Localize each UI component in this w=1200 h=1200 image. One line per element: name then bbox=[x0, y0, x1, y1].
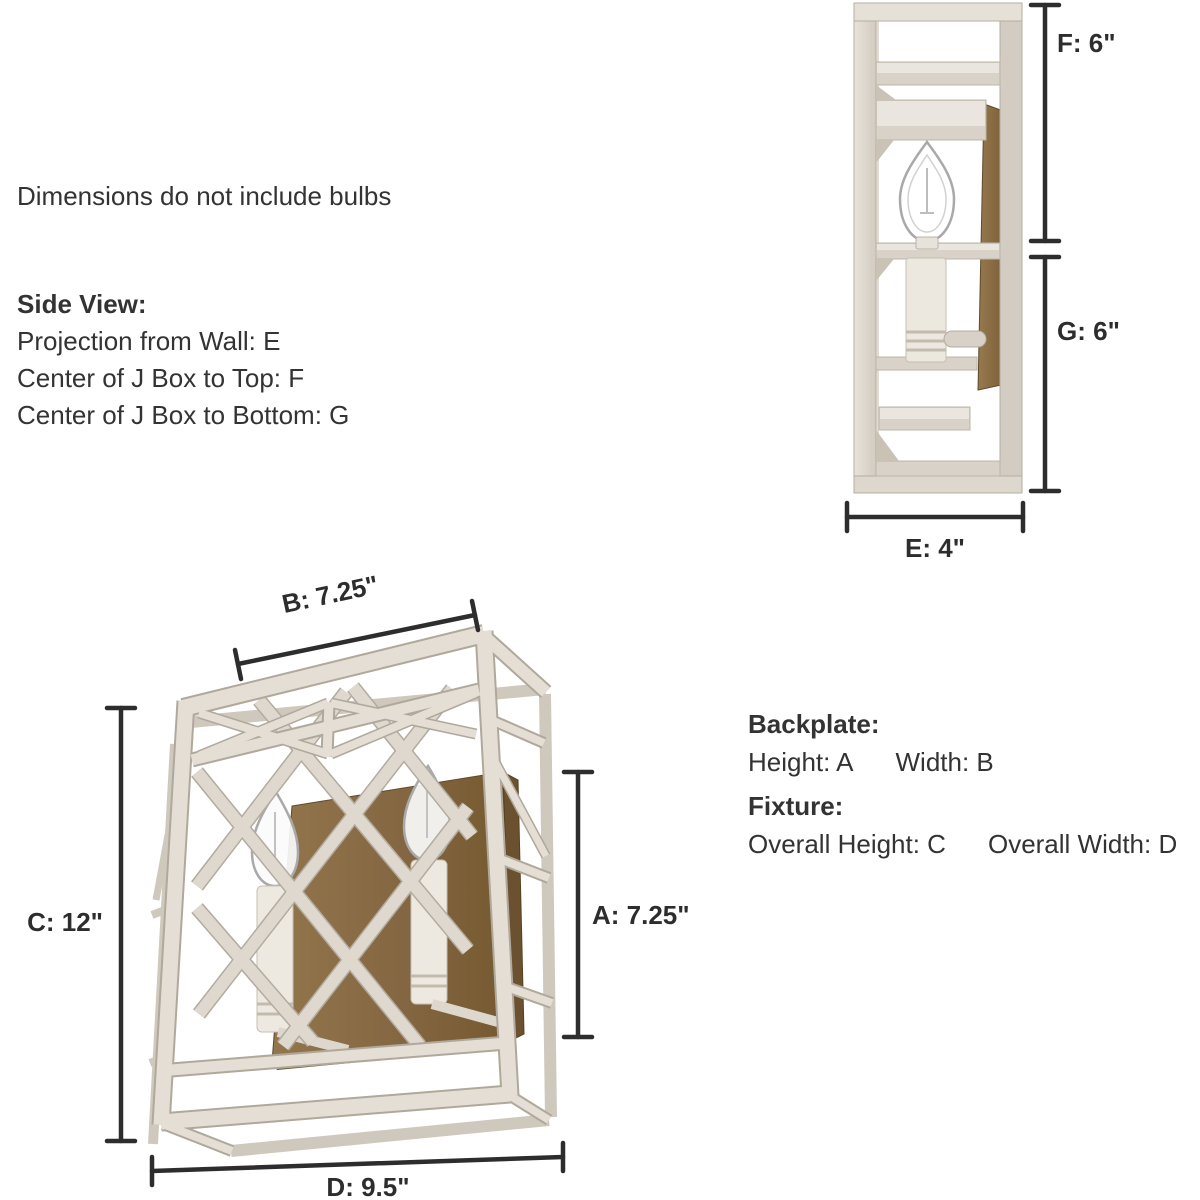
side-view-legend-title: Side View: bbox=[17, 289, 147, 319]
dimension-B-label: B: 7.25" bbox=[279, 569, 381, 620]
dimension-D-label: D: 9.5" bbox=[326, 1172, 410, 1200]
dimension-A bbox=[564, 772, 690, 1037]
dimension-note: Dimensions do not include bulbs bbox=[17, 181, 392, 211]
dimension-G bbox=[1031, 257, 1120, 491]
side-mount-screw bbox=[944, 331, 986, 347]
dimension-E bbox=[847, 503, 1023, 563]
front-view-fixture bbox=[150, 631, 552, 1151]
dimension-D bbox=[152, 1143, 563, 1200]
legend-line-jbox-top: Center of J Box to Top: F bbox=[17, 363, 305, 393]
side-candle-bulb bbox=[900, 142, 954, 249]
backplate-height-label: Height: A bbox=[748, 747, 854, 777]
backplate-width-label: Width: B bbox=[895, 747, 994, 777]
side-view-fixture bbox=[854, 3, 1022, 493]
dimension-G-label: G: 6" bbox=[1057, 316, 1120, 346]
dimension-F-label: F: 6" bbox=[1057, 28, 1116, 58]
fixture-height-label: Overall Height: C bbox=[748, 829, 946, 859]
dimension-C bbox=[27, 708, 135, 1141]
dimension-A-label: A: 7.25" bbox=[592, 900, 690, 930]
fixture-width-label: Overall Width: D bbox=[987, 829, 1178, 859]
dimension-E-label: E: 4" bbox=[904, 533, 966, 563]
dimension-F bbox=[1031, 5, 1116, 241]
legend-line-projection: Projection from Wall: E bbox=[17, 326, 281, 356]
legend-line-jbox-bottom: Center of J Box to Bottom: G bbox=[17, 400, 350, 430]
dimension-C-label: C: 12" bbox=[27, 907, 103, 937]
fixture-legend-title: Fixture: bbox=[748, 791, 844, 821]
side-candle-sleeve bbox=[906, 258, 946, 362]
backplate-legend-title: Backplate: bbox=[748, 709, 880, 739]
